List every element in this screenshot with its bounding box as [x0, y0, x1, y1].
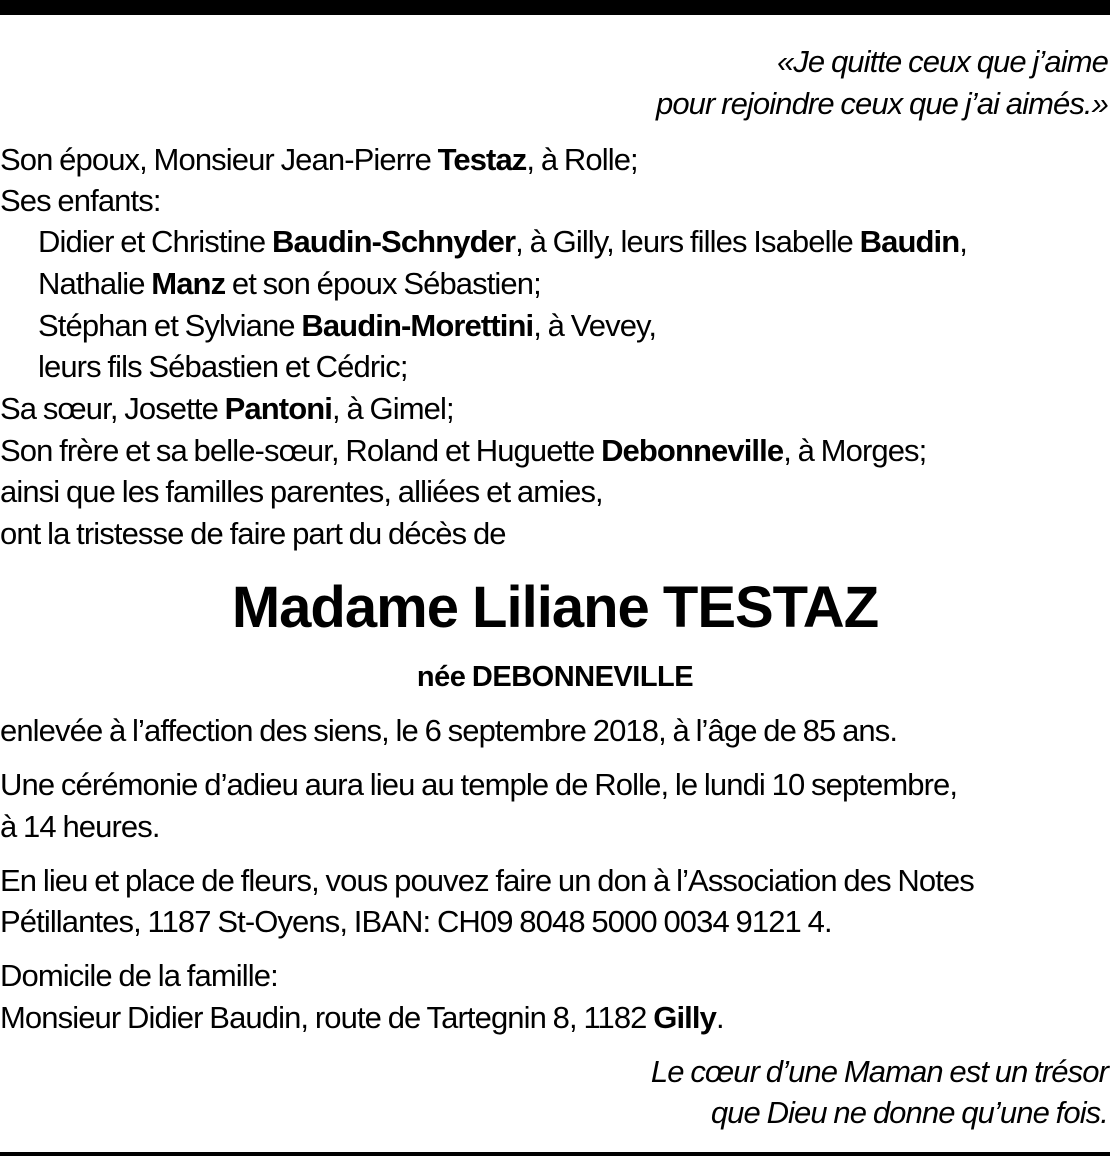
family-line-child-1-cont: [38, 265, 541, 303]
quote-top-line-2: pour rejoindre ceux que j’ai aimés.»: [656, 86, 1108, 121]
family-surname: Pantoni: [224, 391, 333, 426]
quote-top-line-1: «Je quitte ceux que j’aime: [776, 44, 1108, 79]
death-details: enlevée à l’affection des siens, le 6 septembre 2018, à l’âge de 85 ans.: [0, 713, 898, 748]
family-surname: Baudin: [859, 224, 960, 259]
donation-line-1: En lieu et place de fleurs, vous pouvez faire un don à l’Association des Notes: [0, 863, 974, 898]
quote-bottom-line-2: que Dieu ne donne qu’une fois.: [710, 1095, 1108, 1130]
family-line-child-2: [38, 307, 656, 345]
family-surname: Manz: [151, 266, 226, 301]
family-text: , à Gilly, leurs filles Isabelle: [515, 224, 860, 259]
domicile-address: [0, 999, 724, 1037]
family-line-child-1: [38, 223, 967, 261]
family-text: et son époux Sébastien;: [225, 266, 541, 301]
family-surname: Baudin-Schnyder: [271, 224, 516, 259]
family-text: , à Morges;: [783, 433, 927, 468]
family-line-relatives: ainsi que les familles parentes, alliées et amies,: [0, 474, 603, 509]
ceremony-line-2: à 14 heures.: [0, 809, 160, 844]
domicile-label: Domicile de la famille:: [0, 958, 278, 993]
family-text: ,: [959, 224, 967, 259]
family-line-sister: [0, 390, 454, 428]
bottom-rule: [0, 1152, 1110, 1156]
family-line-announcement: ont la tristesse de faire part du décès de: [0, 516, 506, 551]
family-line-spouse: [0, 141, 638, 179]
family-surname: Testaz: [437, 142, 527, 177]
family-surname: Debonneville: [601, 433, 784, 468]
family-text: Sa sœur, Josette: [0, 391, 225, 426]
family-text: , à Vevey,: [533, 308, 657, 343]
family-text: , à Rolle;: [526, 142, 638, 177]
family-text: Nathalie: [38, 266, 152, 301]
family-text: Stéphan et Sylviane: [38, 308, 302, 343]
family-line-child-2-cont: leurs fils Sébastien et Cédric;: [38, 349, 408, 384]
family-text: Son frère et sa belle-sœur, Roland et Huguette: [0, 433, 602, 468]
domicile-text: Monsieur Didier Baudin, route de Tartegnin 8, 1182: [0, 1000, 654, 1035]
deceased-name: Madame Liliane TESTAZ: [231, 575, 879, 640]
family-surname: Baudin-Morettini: [301, 308, 534, 343]
family-text: Son époux, Monsieur Jean-Pierre: [0, 142, 438, 177]
deceased-birth-name: née DEBONNEVILLE: [416, 661, 694, 693]
quote-bottom-line-1: Le cœur d’une Maman est un trésor: [650, 1054, 1108, 1089]
domicile-town: Gilly: [653, 1000, 716, 1035]
family-text: Didier et Christine: [38, 224, 272, 259]
family-line-children-label: Ses enfants:: [0, 183, 161, 218]
family-text: , à Gimel;: [332, 391, 454, 426]
domicile-text: .: [715, 1000, 724, 1035]
family-line-brother: [0, 432, 926, 470]
top-rule: [0, 0, 1110, 15]
ceremony-line-1: Une cérémonie d’adieu aura lieu au temple de Rolle, le lundi 10 septembre,: [0, 767, 958, 802]
donation-line-2: Pétillantes, 1187 St-Oyens, IBAN: CH09 8048 5000 0034 9121 4.: [0, 904, 832, 939]
